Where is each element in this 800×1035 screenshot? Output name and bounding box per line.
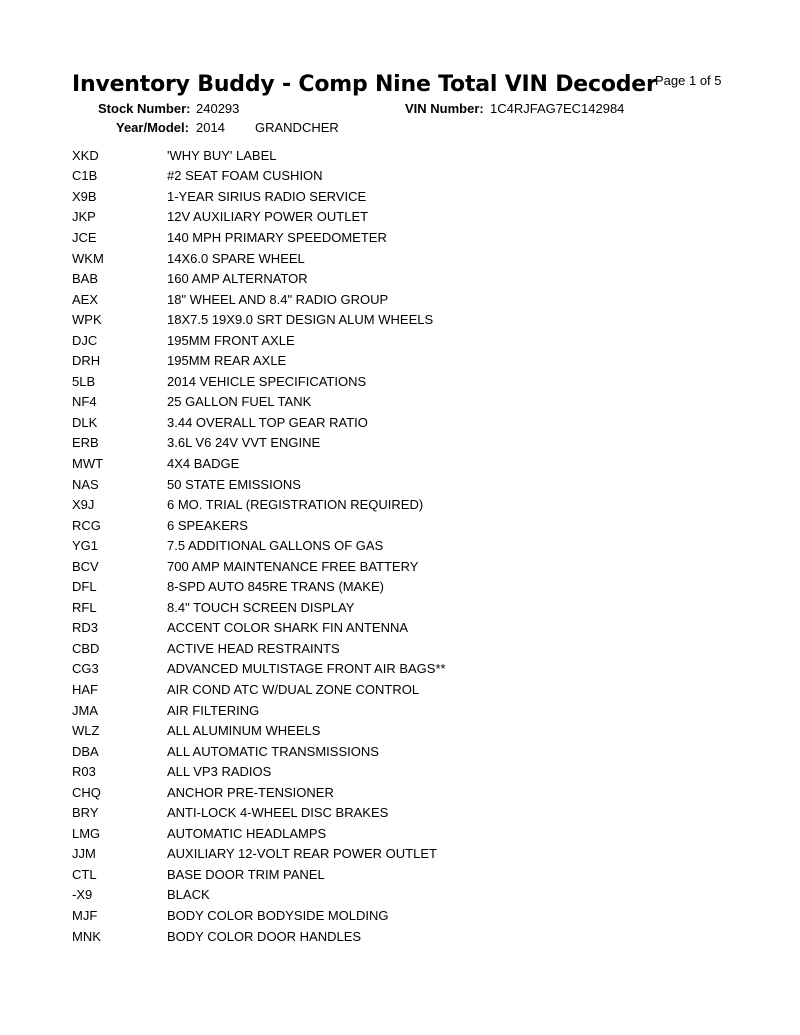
- option-code: BRY: [72, 805, 99, 821]
- option-code: 5LB: [72, 373, 96, 389]
- option-description: 50 STATE EMISSIONS: [167, 476, 301, 492]
- option-code: AEX: [72, 291, 99, 307]
- option-row: [72, 207, 752, 228]
- option-code: WLZ: [72, 723, 100, 739]
- option-description: 2014 VEHICLE SPECIFICATIONS: [167, 373, 367, 389]
- option-description: #2 SEAT FOAM CUSHION: [167, 168, 323, 184]
- option-code: R03: [72, 764, 96, 780]
- option-row: [72, 597, 752, 618]
- option-row: [72, 453, 752, 474]
- option-code: BCV: [72, 558, 99, 574]
- option-description: 140 MPH PRIMARY SPEEDOMETER: [167, 229, 387, 245]
- option-code: MWT: [72, 455, 104, 471]
- page-indicator: Page 1 of 5: [655, 73, 722, 88]
- option-row: [72, 309, 752, 330]
- option-row: [72, 885, 752, 906]
- option-code: JJM: [72, 846, 96, 862]
- option-row: [72, 330, 752, 351]
- option-row: [72, 535, 752, 556]
- option-row: [72, 350, 752, 371]
- option-row: [72, 741, 752, 762]
- option-row: [72, 248, 752, 269]
- stock-number-label: Stock Number:: [98, 101, 191, 116]
- option-code: WPK: [72, 312, 102, 328]
- option-row: [72, 700, 752, 721]
- option-description: ACCENT COLOR SHARK FIN ANTENNA: [167, 620, 409, 636]
- option-code: -X9: [72, 887, 93, 903]
- option-description: 6 SPEAKERS: [167, 517, 248, 533]
- option-row: [72, 823, 752, 844]
- option-description: 1-YEAR SIRIUS RADIO SERVICE: [167, 188, 367, 204]
- option-description: 4X4 BADGE: [167, 455, 240, 471]
- option-row: [72, 720, 752, 741]
- option-row: [72, 227, 752, 248]
- option-row: [72, 803, 752, 824]
- option-description: ALL AUTOMATIC TRANSMISSIONS: [167, 743, 379, 759]
- option-description: AUTOMATIC HEADLAMPS: [167, 825, 327, 841]
- option-row: [72, 289, 752, 310]
- option-description: AUXILIARY 12-VOLT REAR POWER OUTLET: [167, 846, 437, 862]
- option-row: [72, 515, 752, 536]
- option-row: [72, 782, 752, 803]
- option-row: [72, 474, 752, 495]
- option-row: [72, 761, 752, 782]
- option-row: [72, 638, 752, 659]
- option-description: 18X7.5 19X9.0 SRT DESIGN ALUM WHEELS: [167, 312, 434, 328]
- option-code: XKD: [72, 147, 99, 163]
- option-code: JKP: [72, 209, 96, 225]
- option-row: [72, 392, 752, 413]
- option-code: RCG: [72, 517, 101, 533]
- option-code: X9B: [72, 188, 97, 204]
- option-description: 195MM REAR AXLE: [167, 353, 287, 369]
- option-row: [72, 371, 752, 392]
- option-code: MNK: [72, 928, 101, 944]
- option-description: BLACK: [167, 887, 210, 903]
- option-code: JCE: [72, 229, 97, 245]
- year-value: 2014: [196, 120, 225, 135]
- option-code: ERB: [72, 435, 99, 451]
- option-code: X9J: [72, 497, 95, 513]
- option-code: HAF: [72, 681, 98, 697]
- option-description: 12V AUXILIARY POWER OUTLET: [167, 209, 369, 225]
- option-row: [72, 145, 752, 166]
- option-description: ADVANCED MULTISTAGE FRONT AIR BAGS**: [167, 661, 446, 677]
- vin-number-value: 1C4RJFAG7EC142984: [490, 101, 625, 116]
- option-row: [72, 268, 752, 289]
- option-description: AIR COND ATC W/DUAL ZONE CONTROL: [167, 681, 420, 697]
- option-code: WKM: [72, 250, 104, 266]
- option-description: 18" WHEEL AND 8.4" RADIO GROUP: [167, 291, 389, 307]
- option-description: ALL ALUMINUM WHEELS: [167, 723, 321, 739]
- option-description: AIR FILTERING: [167, 702, 260, 718]
- option-code: DLK: [72, 414, 98, 430]
- option-code: CTL: [72, 866, 97, 882]
- vin-number-label: VIN Number:: [405, 101, 484, 116]
- option-code: RD3: [72, 620, 99, 636]
- option-code: MJF: [72, 908, 98, 923]
- option-description: ACTIVE HEAD RESTRAINTS: [167, 640, 340, 656]
- option-row: [72, 659, 752, 680]
- option-description: 3.6L V6 24V VVT ENGINE: [167, 435, 321, 451]
- option-code: C1B: [72, 168, 98, 184]
- option-description: 3.44 OVERALL TOP GEAR RATIO: [167, 414, 368, 430]
- option-description: ANCHOR PRE-TENSIONER: [167, 784, 334, 800]
- option-description: 700 AMP MAINTENANCE FREE BATTERY: [167, 558, 419, 574]
- option-row: [72, 556, 752, 577]
- stock-number-value: 240293: [196, 101, 240, 116]
- option-description: 6 MO. TRIAL (REGISTRATION REQUIRED): [167, 497, 424, 513]
- option-code: NAS: [72, 476, 99, 492]
- document-title: Inventory Buddy - Comp Nine Total VIN Decoder: [72, 72, 657, 97]
- option-row: [72, 494, 752, 515]
- model-value: GRANDCHER: [255, 120, 339, 135]
- option-code: NF4: [72, 394, 97, 410]
- option-description: 25 GALLON FUEL TANK: [167, 394, 312, 410]
- option-description: 7.5 ADDITIONAL GALLONS OF GAS: [167, 538, 384, 554]
- option-description: 14X6.0 SPARE WHEEL: [167, 250, 305, 266]
- option-code: RFL: [72, 599, 97, 615]
- option-row: [72, 412, 752, 433]
- option-code: CHQ: [72, 784, 101, 800]
- option-code: DJC: [72, 332, 98, 348]
- option-code: LMG: [72, 825, 101, 841]
- option-row: [72, 433, 752, 454]
- option-code: CG3: [72, 661, 99, 677]
- option-code: BAB: [72, 271, 99, 287]
- option-row: [72, 618, 752, 639]
- option-description: 195MM FRONT AXLE: [167, 332, 295, 348]
- option-description: BODY COLOR BODYSIDE MOLDING: [167, 908, 389, 923]
- option-row: [72, 905, 752, 926]
- option-row: [72, 166, 752, 187]
- option-code: DBA: [72, 743, 99, 759]
- option-row: [72, 576, 752, 597]
- option-description: 'WHY BUY' LABEL: [167, 147, 277, 163]
- option-row: [72, 864, 752, 885]
- option-code: DRH: [72, 353, 101, 369]
- option-code: CBD: [72, 640, 100, 656]
- option-description: ALL VP3 RADIOS: [167, 764, 272, 780]
- option-description: 8.4" TOUCH SCREEN DISPLAY: [167, 599, 355, 615]
- option-description: 8-SPD AUTO 845RE TRANS (MAKE): [167, 579, 384, 595]
- option-description: ANTI-LOCK 4-WHEEL DISC BRAKES: [167, 805, 389, 821]
- option-description: 160 AMP ALTERNATOR: [167, 271, 308, 287]
- year-model-label: Year/Model:: [116, 120, 189, 135]
- option-code-list: [72, 145, 752, 946]
- option-code: JMA: [72, 702, 98, 718]
- option-code: DFL: [72, 579, 97, 595]
- option-row: [72, 844, 752, 865]
- option-description: BASE DOOR TRIM PANEL: [167, 866, 325, 882]
- option-row: [72, 926, 752, 947]
- option-code: YG1: [72, 538, 99, 554]
- option-description: BODY COLOR DOOR HANDLES: [167, 928, 362, 944]
- option-row: [72, 186, 752, 207]
- option-row: [72, 679, 752, 700]
